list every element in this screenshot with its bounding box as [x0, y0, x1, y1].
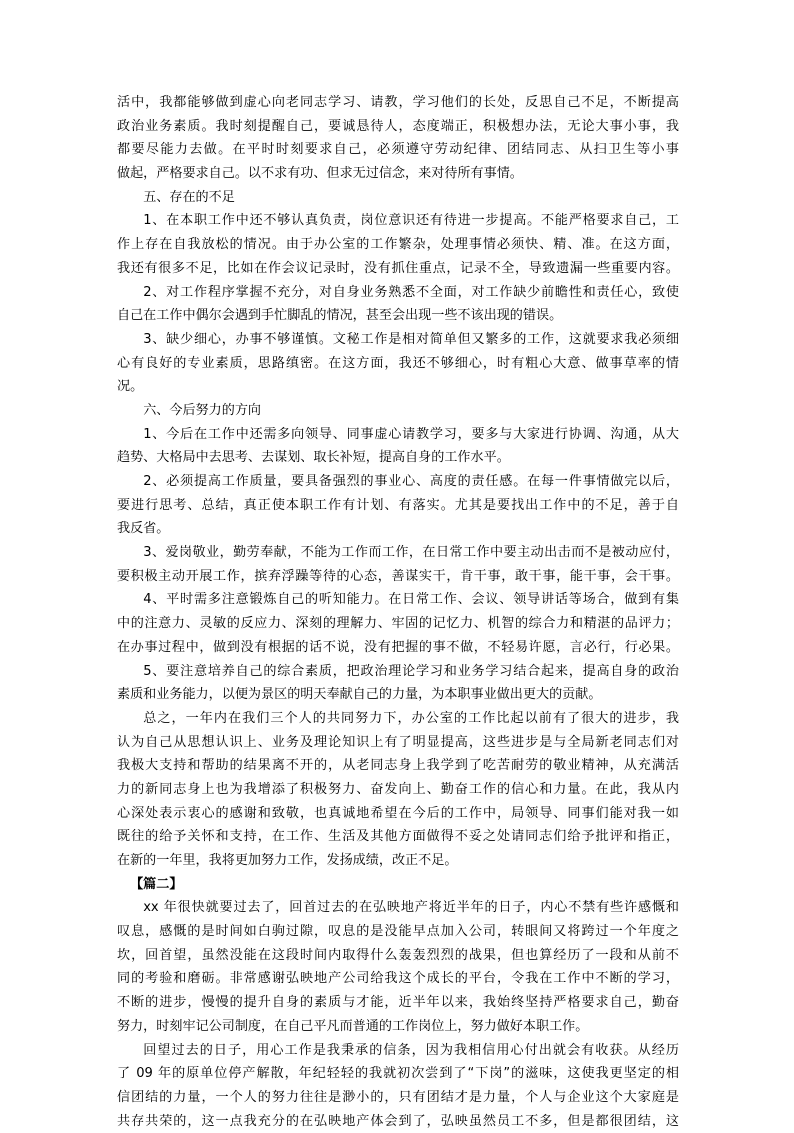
- text-line: 政治业务素质。我时刻提醒自己，要诚恳待人，态度端正，积极想办法，无论大事小事，我: [117, 118, 679, 134]
- text-line: 了 09 年的原单位停产解散，年纪轻轻的我就初次尝到了“下岗”的滋味，这使我更坚定的相: [117, 1066, 679, 1082]
- text-line: 在新的一年里，我将更加努力工作，发扬成绩，改正不足。: [117, 853, 458, 868]
- text-line: 坎，回首望，虽然没能在这段时间内取得什么轰轰烈烈的战果，但也算经历了一段和从前不: [117, 947, 679, 963]
- text-line: 五、存在的不足: [143, 189, 235, 205]
- text-line: 我极大支持和帮助的结果离不开的，从老同志身上我学到了吃苦耐劳的敬业精神，从充满活: [117, 758, 679, 774]
- text-line: xx 年很快就要过去了，回首过去的在弘映地产将近半年的日子，内心不禁有些许感慨和: [143, 900, 679, 916]
- text-line: 要积极主动开展工作，摈弃浮躁等待的心态，善谋实干，肯干事，敢干事，能干事，会干事。: [117, 568, 679, 584]
- text-line: 共存共荣的，这一点我充分的在弘映地产体会到了，弘映虽然员工不多，但是都很团结，这: [117, 1113, 679, 1129]
- text-line: 2、必须提高工作质量，要具备强烈的事业心、高度的责任感。在每一件事情做完以后，: [143, 474, 679, 489]
- text-line: 总之，一年内在我们三个人的共同努力下，办公室的工作比起以前有了很大的进步，我: [143, 710, 679, 726]
- text-line: 叹息，感慨的是时间如白驹过隙，叹息的是没能早点加入公司，转眼间又将跨过一个年度之: [117, 924, 679, 940]
- text-line: 信团结的力量，一个人的努力往往是渺小的，只有团结才是力量，个人与企业这个大家庭是: [117, 1089, 679, 1105]
- text-line: 2、对工作程序掌握不充分，对自身业务熟悉不全面，对工作缺少前瞻性和责任心，致使: [143, 284, 679, 300]
- text-line: 我还有很多不足，比如在作会议记录时，没有抓住重点，记录不全，导致遗漏一些重要内容。: [117, 260, 679, 276]
- text-line: 素质和业务能力，以便为景区的明天奉献自己的力量，为本职事业做出更大的贡献。: [117, 687, 602, 703]
- text-line: 不断的进步，慢慢的提升自身的素质与才能，近半年以来，我始终坚持严格要求自己，勤奋: [117, 995, 679, 1011]
- text-line: 在办事过程中，做到没有根据的话不说，没有把握的事不做，不轻易许愿，言必行，行必果。: [117, 639, 679, 655]
- text-line: 力的新同志身上也为我增添了积极努力、奋发向上、勤奋工作的信心和力量。在此，我从内: [117, 781, 679, 797]
- text-line: 作上存在自我放松的情况。由于办公室的工作繁杂，处理事情必须快、精、准。在这方面，: [117, 237, 679, 253]
- text-line: 我反省。: [117, 521, 170, 537]
- text-line: 趋势、大格局中去思考、去谋划、取长补短，提高自身的工作水平。: [117, 450, 510, 466]
- text-line: 3、缺少细心，办事不够谨慎。文秘工作是相对简单但又繁多的工作，这就要求我必须细: [143, 331, 679, 347]
- text-line: 4、平时需多注意锻炼自己的听知能力。在日常工作、会议、领导讲话等场合，做到有集: [143, 592, 679, 608]
- text-line: 认为自己从思想认识上、业务及理论知识上有了明显提高，这些进步是与全局新老同志们对: [117, 734, 679, 750]
- text-line: 3、爱岗敬业，勤劳奉献，不能为工作而工作，在日常工作中要主动出击而不是被动应付，: [143, 545, 679, 561]
- text-line: 自己在工作中偶尔会遇到手忙脚乱的情况，甚至会出现一些不该出现的错误。: [117, 308, 563, 324]
- text-line: 既往的给予关怀和支持，在工作、生活及其他方面做得不妥之处请同志们给予批评和指正，: [117, 829, 679, 845]
- text-line: 中的注意力、灵敏的反应力、深刻的理解力、牢固的记忆力、机智的综合力和精湛的品评力；: [117, 616, 679, 632]
- text-line: 1、今后在工作中还需多向领导、同事虚心请教学习，要多与大家进行协调、沟通，从大: [143, 426, 679, 442]
- text-line: 心有良好的专业素质，思路缜密。在这方面，我还不够细心，时有粗心大意、做事草率的情: [117, 355, 679, 371]
- text-line: 要进行思考、总结，真正使本职工作有计划、有落实。尤其是要找出工作中的不足，善于自: [117, 497, 679, 513]
- text-line: 况。: [117, 379, 144, 395]
- text-line: 回望过去的日子，用心工作是我秉承的信条，因为我相信用心付出就会有收获。从经历: [143, 1042, 679, 1058]
- document-body: [117, 91, 679, 1133]
- text-line: 心深处表示衷心的感谢和致敬，也真诚地希望在今后的工作中，局领导、同事们能对我一如: [117, 805, 679, 821]
- text-line: 5、要注意培养自己的综合素质，把政治理论学习和业务学习结合起来，提高自身的政治: [143, 663, 679, 679]
- text-line: 都要尽能力去做。在平时时刻要求自己，必须遵守劳动纪律、团结同志、从扫卫生等小事: [117, 142, 679, 158]
- text-line: 做起，严格要求自己。以不求有功、但求无过信念，来对待所有事情。: [117, 166, 523, 182]
- text-line: 1、在本职工作中还不够认真负责，岗位意识还有待进一步提高。不能严格要求自己，工: [143, 213, 679, 229]
- text-line: 同的考验和磨砺。非常感谢弘映地产公司给我这个成长的平台，令我在工作中不断的学习，: [117, 971, 679, 987]
- text-line: 努力，时刻牢记公司制度，在自己平凡而普通的工作岗位上，努力做好本职工作。: [117, 1018, 589, 1034]
- section-heading: 【篇二】: [130, 876, 183, 892]
- text-line: 活中，我都能够做到虚心向老同志学习、请教，学习他们的长处，反思自己不足，不断提高: [117, 95, 679, 110]
- text-line: 六、今后努力的方向: [143, 402, 262, 418]
